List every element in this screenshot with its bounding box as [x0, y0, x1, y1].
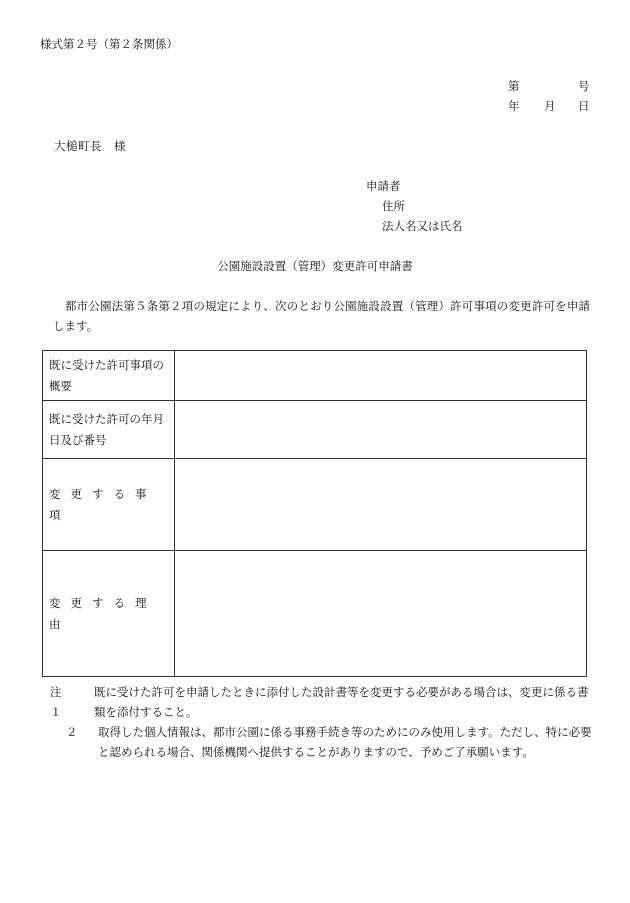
document-number-label: 第 — [508, 79, 520, 93]
body-text: 都市公園法第５条第２項の規定により、次のとおり公園施設設置（管理）許可事項の変更許可を申請します。 — [53, 299, 590, 333]
document-title: 公園施設設置（管理）変更許可申請書 — [217, 259, 413, 273]
note-text: 既に受けた許可を申請したときに添付した設計書等を変更する必要がある場合は、変更に係る書類を添付すること。 — [94, 685, 589, 719]
note-text: 取得した個人情報は、都市公園に係る事務手続き等のためにのみ使用します。ただし、特に必要と認められる場合、関係機関へ提供することがありますので、予めご了承願います。 — [98, 725, 592, 759]
row-value-change-items[interactable] — [175, 459, 587, 551]
table-row — [43, 401, 587, 459]
row-value-change-reason[interactable] — [175, 551, 587, 677]
date-day-label: 日 — [578, 99, 590, 113]
form-number: 様式第２号（第２条関係） — [40, 37, 178, 51]
date-year-label: 年 — [508, 99, 520, 113]
row-value-prior-permit-summary[interactable] — [175, 351, 587, 401]
row-value-prior-permit-date-number[interactable] — [175, 401, 587, 459]
note-number: １ — [50, 705, 62, 719]
date-month-label: 月 — [544, 99, 556, 113]
note-item — [50, 682, 595, 722]
addressee: 大槌町長 様 — [54, 139, 126, 153]
applicant-address-label: 住所 — [382, 199, 405, 213]
application-table — [42, 350, 587, 677]
table-row — [43, 351, 587, 401]
row-label-prior-permit-summary: 既に受けた許可事項の概要 — [43, 351, 175, 401]
table-row — [43, 459, 587, 551]
note-prefix: 注 １ — [50, 685, 62, 719]
note-item — [50, 722, 595, 762]
row-label-prior-permit-date-number: 既に受けた許可の年月日及び番号 — [43, 401, 175, 459]
applicant-label: 申請者 — [366, 179, 401, 193]
document-number-suffix: 号 — [578, 79, 590, 93]
row-label-change-reason: 変更する理由 — [43, 551, 175, 677]
table-row — [43, 551, 587, 677]
applicant-name-label: 法人名又は氏名 — [382, 219, 463, 233]
notes — [50, 682, 595, 762]
row-label-change-items: 変更する事項 — [43, 459, 175, 551]
note-number: ２ — [66, 725, 78, 739]
